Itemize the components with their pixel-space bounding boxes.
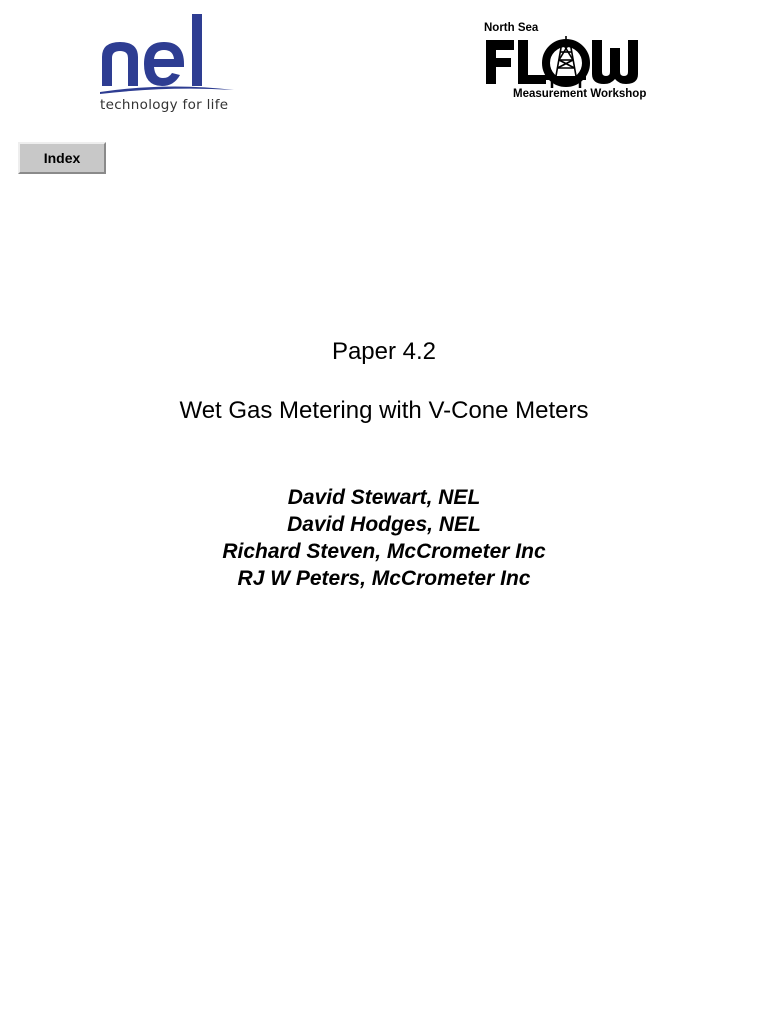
index-button[interactable]: Index	[18, 142, 106, 174]
paper-title: Wet Gas Metering with V-Cone Meters	[179, 397, 589, 424]
flow-logo-bottom-text: Measurement Workshop	[513, 88, 647, 100]
nel-tagline: technology for life	[100, 97, 229, 113]
author-item: Richard Steven, McCrometer Inc	[222, 540, 546, 563]
author-item: David Hodges, NEL	[287, 513, 481, 536]
author-item: RJ W Peters, McCrometer Inc	[237, 567, 531, 590]
author-list	[0, 484, 768, 592]
author-item: David Stewart, NEL	[287, 486, 481, 509]
flow-workshop-logo	[484, 20, 654, 106]
flow-wordmark-graphic	[484, 36, 654, 88]
nel-wordmark-graphic	[98, 12, 238, 97]
flow-logo-top-text: North Sea	[484, 22, 539, 34]
paper-number: Paper 4.2	[331, 338, 437, 365]
